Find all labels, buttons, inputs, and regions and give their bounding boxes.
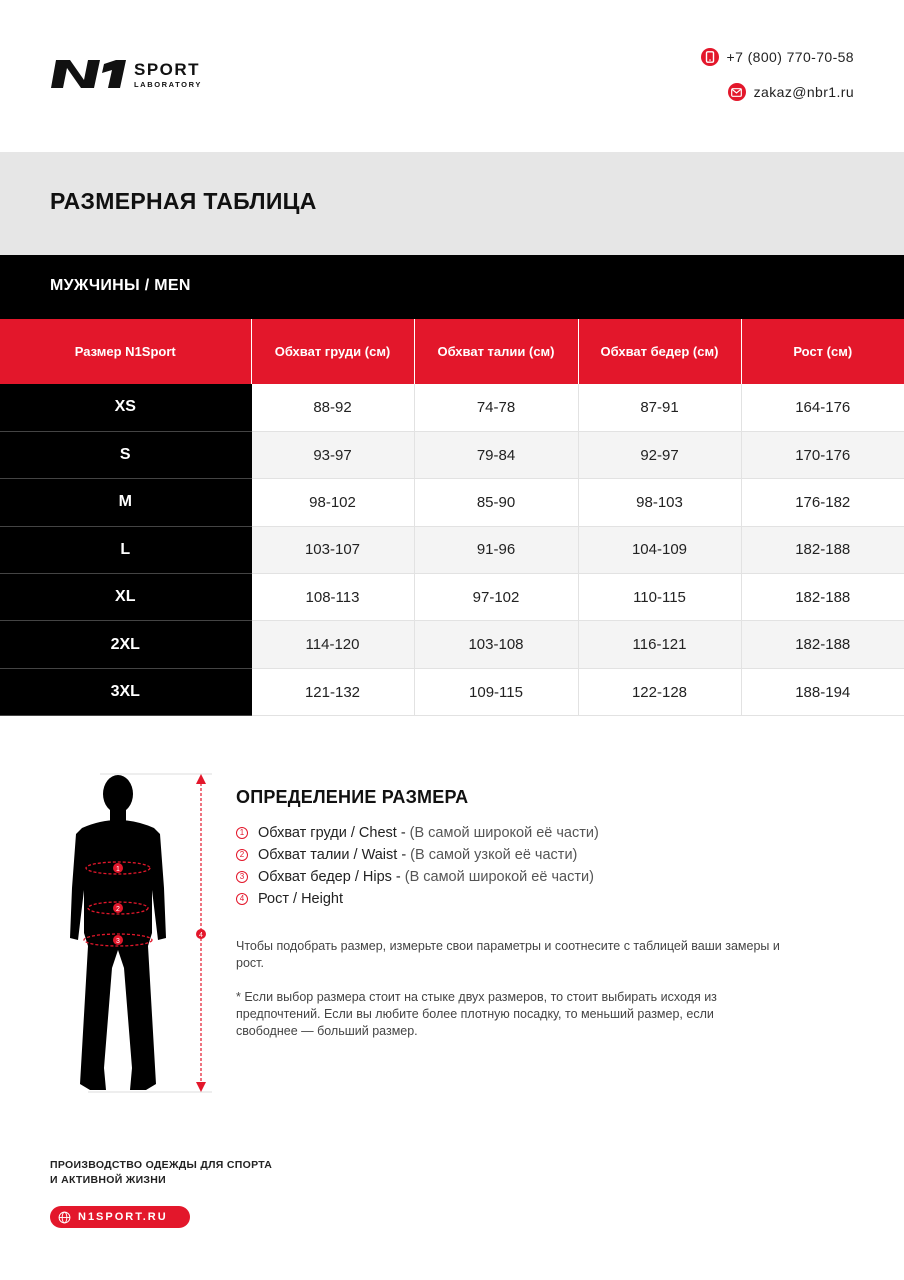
table-row <box>0 431 904 478</box>
definition-note: (В самой узкой её части) <box>410 847 578 863</box>
column-header: Рост (см) <box>741 319 904 384</box>
table-cell: 87-91 <box>578 384 741 431</box>
section-band <box>0 255 904 319</box>
definition-label: Обхват бедер / Hips - <box>258 869 401 885</box>
table-row <box>0 384 904 431</box>
table-cell: 93-97 <box>251 431 414 478</box>
column-header: Обхват бедер (см) <box>578 319 741 384</box>
marker-chest <box>113 863 123 873</box>
number-badge: 3 <box>236 871 248 883</box>
table-row <box>0 574 904 621</box>
table-header-row <box>0 319 904 384</box>
table-cell: 103-108 <box>414 621 578 668</box>
footnote-text: * Если выбор размера стоит на стыке двух размеров, то стоит выбирать исходя из предпочтений. Если вы любите более плотную посадку, то меньший размер, если свободнее — больший размер. <box>236 990 717 1038</box>
marker-hips <box>113 935 123 945</box>
table-cell: 164-176 <box>741 384 904 431</box>
contact-email[interactable] <box>728 83 854 101</box>
table-cell: 109-115 <box>414 668 578 715</box>
phone-icon <box>701 48 719 66</box>
table-cell: 104-109 <box>578 526 741 573</box>
list-item <box>236 866 599 888</box>
definition-label: Рост / Height <box>258 891 343 907</box>
table-cell: 114-120 <box>251 621 414 668</box>
table-cell: 98-103 <box>578 479 741 526</box>
size-cell: S <box>0 431 251 478</box>
table-cell: 176-182 <box>741 479 904 526</box>
size-cell: L <box>0 526 251 573</box>
definition-title: ОПРЕДЕЛЕНИЕ РАЗМЕРА <box>236 787 469 807</box>
table-cell: 79-84 <box>414 431 578 478</box>
column-header: Размер N1Sport <box>0 319 251 384</box>
man-silhouette-icon <box>70 775 166 1090</box>
contact-phone[interactable] <box>701 48 854 66</box>
section-title: МУЖЧИНЫ / MEN <box>50 277 191 294</box>
definition-note: (В самой широкой её части) <box>409 825 599 841</box>
body-silhouette-figure <box>60 768 220 1098</box>
list-item <box>236 888 599 910</box>
definition-list <box>236 822 599 910</box>
instructions-text: Чтобы подобрать размер, измерьте свои параметры и соотнесите с таблицей ваши замеры и рост. <box>236 939 780 970</box>
logo-laboratory-text: LABORATORY <box>134 80 202 89</box>
marker-chest-label: 1 <box>116 866 120 873</box>
footer-line-1: ПРОИЗВОДСТВО ОДЕЖДЫ ДЛЯ СПОРТА <box>50 1159 273 1171</box>
marker-height <box>196 929 206 939</box>
table-cell: 122-128 <box>578 668 741 715</box>
size-cell: M <box>0 479 251 526</box>
mail-icon <box>728 83 746 101</box>
table-cell: 182-188 <box>741 621 904 668</box>
table-cell: 103-107 <box>251 526 414 573</box>
table-cell: 97-102 <box>414 574 578 621</box>
table-cell: 74-78 <box>414 384 578 431</box>
table-cell: 182-188 <box>741 526 904 573</box>
table-cell: 170-176 <box>741 431 904 478</box>
marker-hips-label: 3 <box>116 938 120 945</box>
table-cell: 188-194 <box>741 668 904 715</box>
website-link[interactable] <box>50 1206 190 1228</box>
table-cell: 108-113 <box>251 574 414 621</box>
table-cell: 88-92 <box>251 384 414 431</box>
phone-number[interactable]: +7 (800) 770-70-58 <box>726 49 854 65</box>
size-cell: XS <box>0 384 251 431</box>
footer-tagline <box>50 1158 272 1187</box>
table-cell: 92-97 <box>578 431 741 478</box>
marker-waist-label: 2 <box>116 906 120 913</box>
size-cell: 2XL <box>0 621 251 668</box>
definition-label: Обхват талии / Waist - <box>258 847 407 863</box>
logo-sport-text: SPORT <box>134 60 201 79</box>
number-badge: 4 <box>236 893 248 905</box>
globe-icon <box>58 1211 71 1224</box>
table-row <box>0 621 904 668</box>
table-cell: 121-132 <box>251 668 414 715</box>
marker-waist <box>113 903 123 913</box>
definition-note: (В самой широкой её части) <box>404 869 594 885</box>
table-cell: 116-121 <box>578 621 741 668</box>
marker-height-label: 4 <box>199 932 203 939</box>
size-cell: XL <box>0 574 251 621</box>
table-row <box>0 479 904 526</box>
website-url[interactable]: N1SPORT.RU <box>78 1211 168 1223</box>
title-band <box>0 152 904 255</box>
table-cell: 98-102 <box>251 479 414 526</box>
n1-logo-icon <box>50 58 128 90</box>
list-item <box>236 844 599 866</box>
table-cell: 110-115 <box>578 574 741 621</box>
size-table <box>0 319 904 716</box>
number-badge: 1 <box>236 827 248 839</box>
size-cell: 3XL <box>0 668 251 715</box>
column-header: Обхват талии (см) <box>414 319 578 384</box>
email-address[interactable]: zakaz@nbr1.ru <box>753 84 854 100</box>
page-title: РАЗМЕРНАЯ ТАБЛИЦА <box>50 188 317 214</box>
list-item <box>236 822 599 844</box>
definition-label: Обхват груди / Chest - <box>258 825 406 841</box>
table-cell: 182-188 <box>741 574 904 621</box>
number-badge: 2 <box>236 849 248 861</box>
table-row <box>0 526 904 573</box>
brand-logo <box>50 58 225 92</box>
table-cell: 91-96 <box>414 526 578 573</box>
footer-line-2: И АКТИВНОЙ ЖИЗНИ <box>50 1173 167 1186</box>
column-header: Обхват груди (см) <box>251 319 414 384</box>
table-row <box>0 668 904 715</box>
table-cell: 85-90 <box>414 479 578 526</box>
